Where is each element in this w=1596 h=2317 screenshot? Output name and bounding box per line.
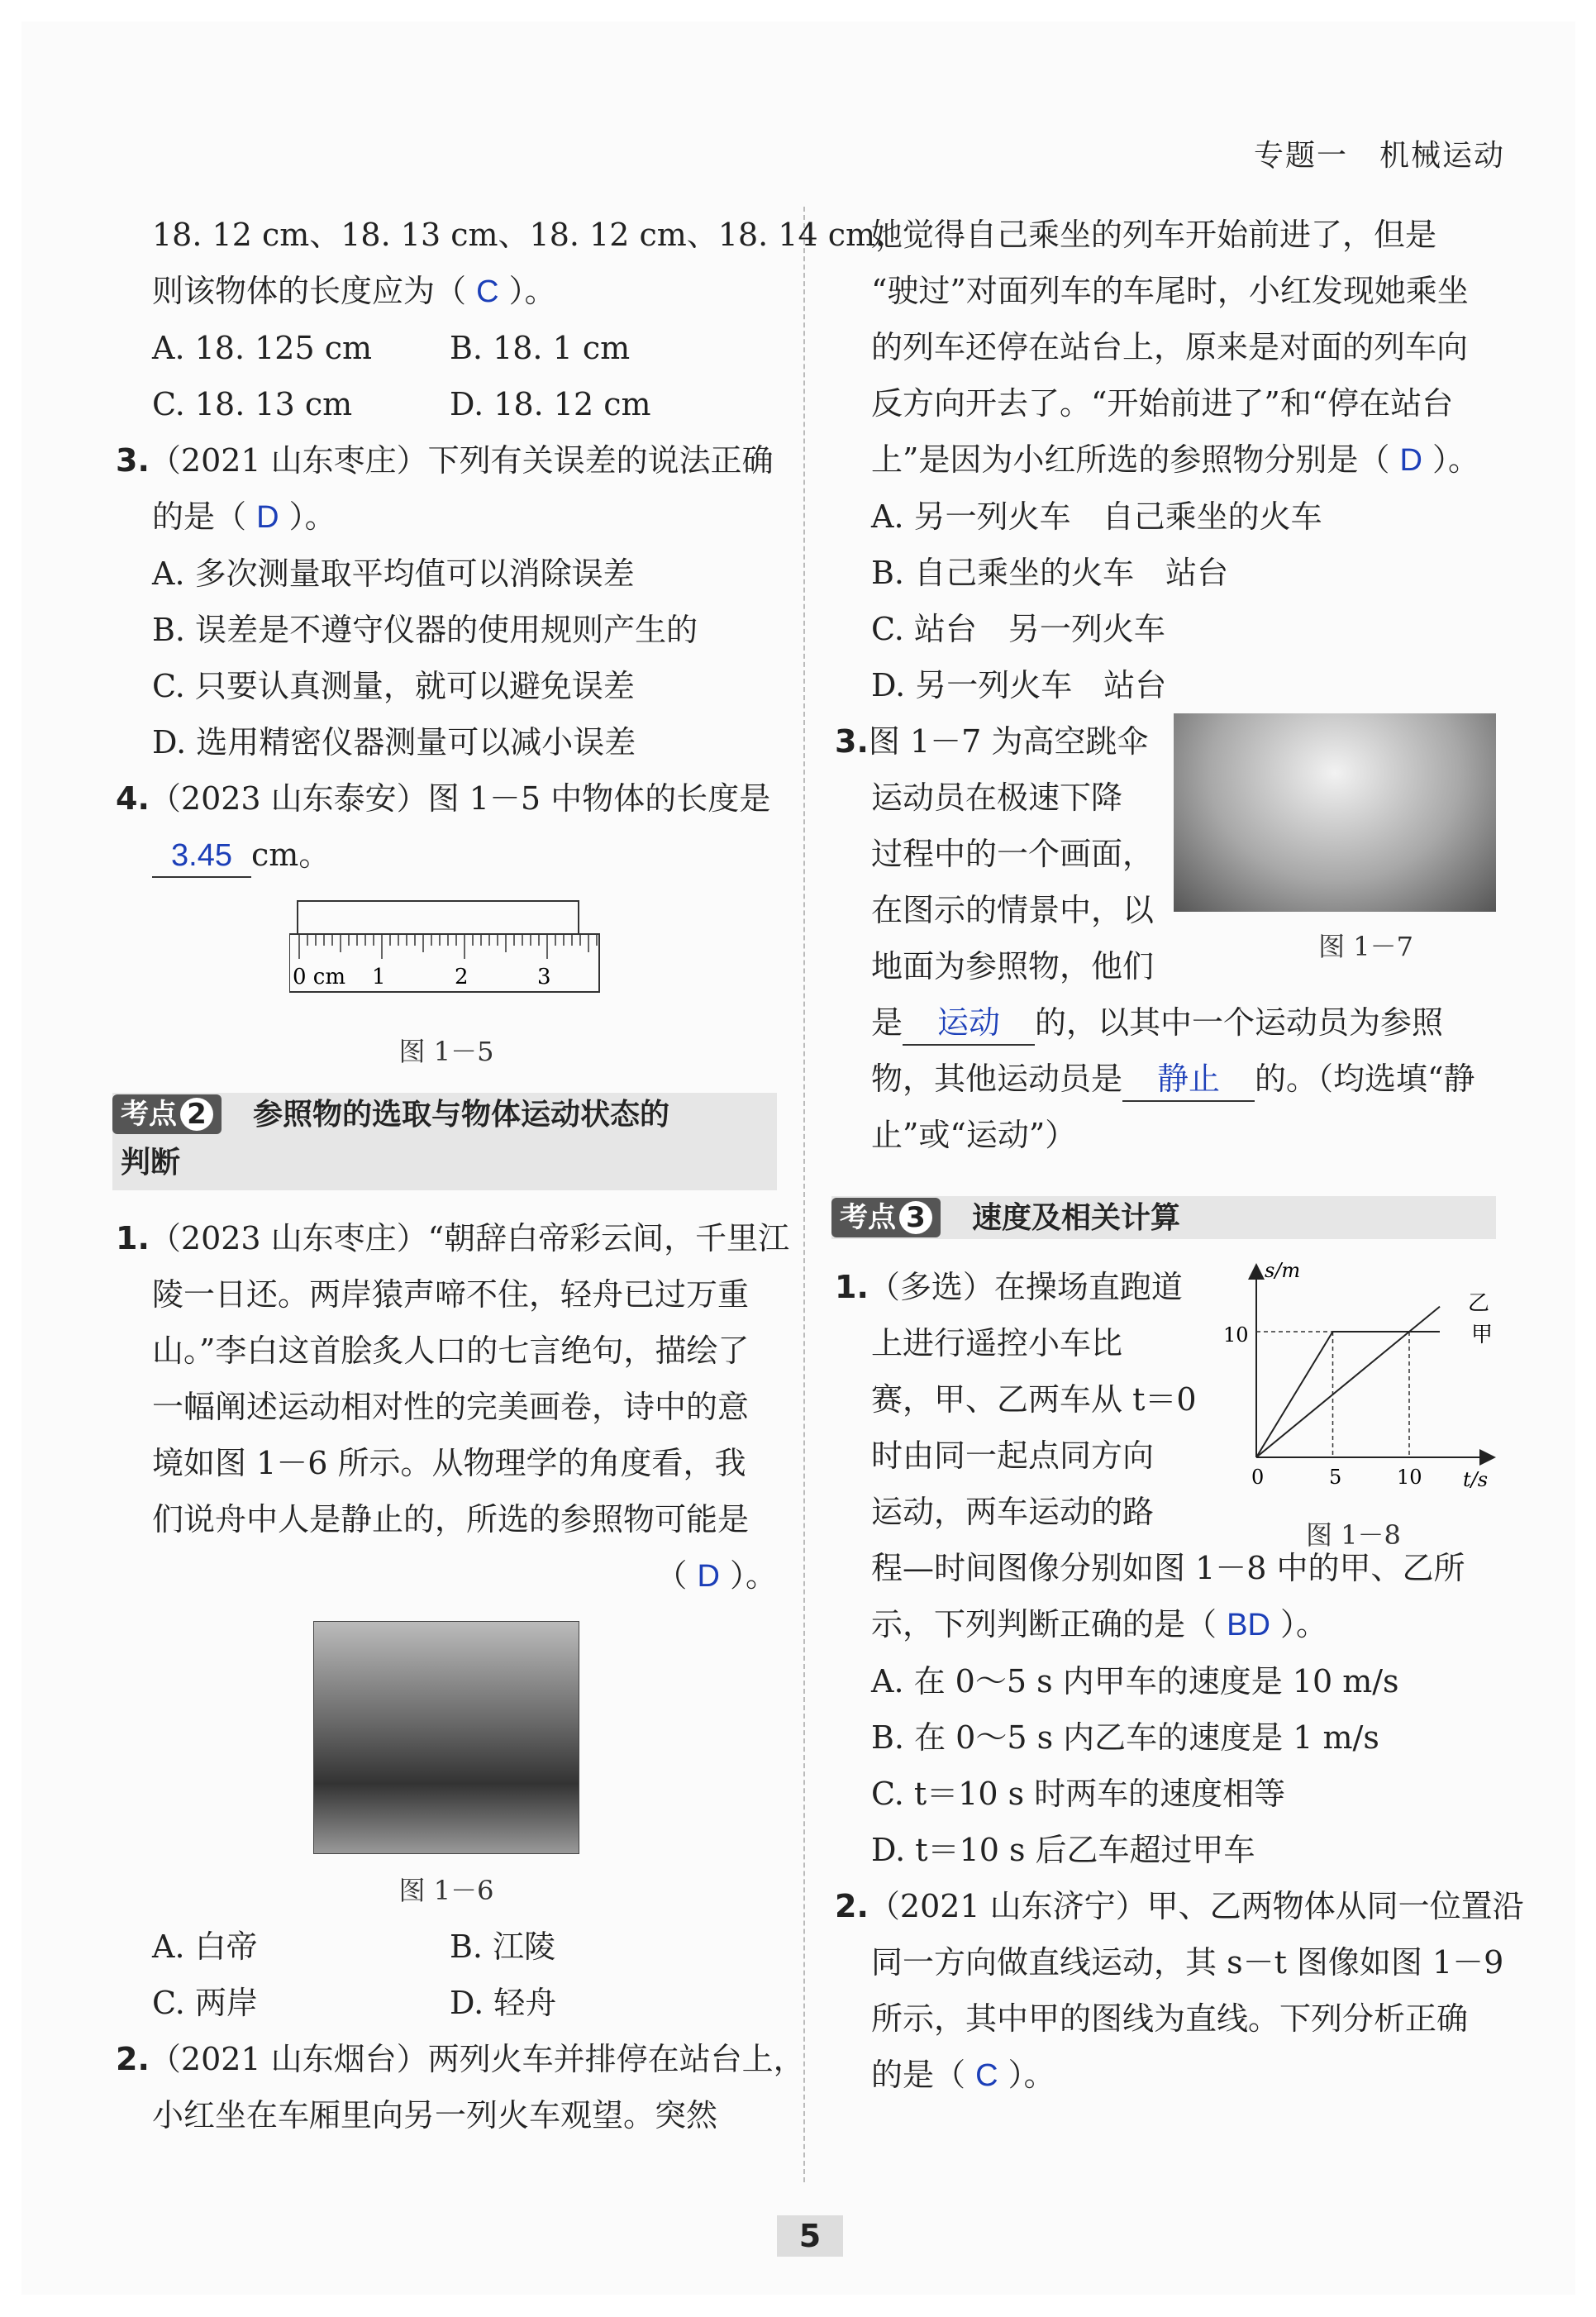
text-line: 所示，其中甲的图线为直线。下列分析正确 [871,2000,1469,2037]
answer: C [476,274,499,309]
x-tick-0: 0 [1251,1466,1265,1489]
section-header-2 [112,1093,777,1190]
ruler-label-1: 1 [372,965,386,989]
answer: C [975,2058,998,2093]
question-number: 3. [835,723,869,760]
ruler-ticks [299,934,597,959]
option-c: C. 18. 13 cm [152,386,353,422]
answer-blank: 3.45 [152,835,251,878]
option-b: B. 江陵 [450,1928,556,1965]
text-line: 地面为参照物，他们 [871,948,1155,984]
answer: D [1399,443,1422,478]
section-title: 速度及相关计算 [972,1201,1181,1235]
option-row [116,1919,777,1975]
page-header: 专题一 机械运动 [1253,139,1505,173]
figure-caption: 图 1－6 [398,1875,494,1906]
option-c: C. 站台 另一列火车 [871,611,1165,647]
answer: D [697,1559,720,1594]
section-title: 参照物的选取与物体运动状态的 [253,1098,670,1132]
text-line [835,2047,1496,2104]
option-a: A. 18. 125 cm [152,330,373,366]
text: 则该物体的长度应为（ [152,273,477,309]
text-line: 上进行遥控小车比 [871,1325,1123,1361]
text-line: 止”或“运动”） [871,1117,1077,1153]
text-line: 小红坐在车厢里向另一列火车观望。突然 [152,2097,718,2133]
question-number: 2. [835,1888,869,1924]
question-3 [116,432,777,489]
option-b: B. 自己乘坐的火车 站台 [871,555,1229,591]
text-line: 赛，甲、乙两车从 t＝0 [871,1381,1197,1418]
option-a: A. 多次测量取平均值可以消除误差 [152,555,635,592]
text: 图 1－7 为高空跳伞 [868,723,1149,760]
tag-number: 3 [899,1201,932,1234]
series-label-jia: 甲 [1471,1323,1494,1347]
ruler-svg [289,899,603,1023]
text: （2021 山东枣庄）下列有关误差的说法正确 [149,442,774,479]
mountain-river-image [313,1621,579,1854]
series-label-yi: 乙 [1468,1291,1490,1316]
tag-label: 考点 [840,1201,896,1234]
option-c: C. 只要认真测量，就可以避免误差 [152,668,635,704]
text-line: 们说舟中人是静止的，所选的参照物可能是 [152,1501,750,1538]
skydivers-image [1174,713,1496,912]
text: 的是（ [871,2057,976,2093]
text-line: 运动，两车运动的路 [871,1494,1155,1530]
text-line: 的列车还停在站台上，原来是对面的列车向 [871,329,1469,365]
text-line: 运动员在极速下降 [871,779,1123,816]
text: ）。 [1422,441,1480,478]
section-header-3 [831,1196,1496,1239]
text-line [835,1596,1496,1653]
text-line: 境如图 1－6 所示。从物理学的角度看，我 [152,1445,746,1481]
y-axis-label: s/m [1265,1259,1301,1282]
text-line [116,827,777,883]
text-line: 山。”李白这首脍炙人口的七言绝句，描绘了 [152,1333,750,1369]
text: （2021 山东济宁）甲、乙两物体从同一位置沿 [868,1888,1524,1924]
text-line: 时由同一起点同方向 [871,1437,1155,1474]
page-number: 5 [777,2215,843,2257]
text: 的，以其中一个运动员为参照 [1035,1004,1444,1041]
question-2 [835,1878,1524,1934]
text-line [116,489,777,546]
section-title-2: 判断 [121,1146,181,1180]
text: 上”是因为小红所选的参照物分别是（ [871,441,1400,478]
text: （2023 山东枣庄）“朝辞白帝彩云间，千里江 [149,1220,790,1256]
text-line [835,994,1496,1051]
y-tick-10: 10 [1223,1323,1249,1347]
option-d: D. 轻舟 [450,1985,557,2021]
option-d: D. 另一列火车 站台 [871,667,1167,703]
ruler-figure [289,899,603,1023]
text: （多选）在操场直跑道 [868,1269,1183,1305]
question-number: 1. [116,1220,150,1256]
tag-number: 2 [180,1098,213,1131]
series-line-jia [1256,1332,1440,1457]
text: cm。 [251,837,331,873]
option-row [116,376,777,432]
x-tick-10: 10 [1397,1466,1422,1489]
text: 的是（ [152,498,257,535]
question-1 [116,1210,790,1266]
option-b: B. 误差是不遵守仪器的使用规则产生的 [152,612,698,648]
option-c: C. t＝10 s 时两车的速度相等 [871,1776,1286,1812]
text: ）。 [1270,1606,1327,1642]
graph-marks [1256,1307,1440,1457]
option-row [116,1975,777,2031]
answer-line: （ D ）。 [655,1557,777,1594]
option-d: D. 选用精密仪器测量可以减小误差 [152,724,636,760]
section-tag [112,1094,222,1134]
text: （2023 山东泰安）图 1－5 中物体的长度是 [149,780,771,817]
answer-blank: 运动 [903,1003,1035,1046]
option-d: D. 18. 12 cm [450,386,651,422]
text: 是 [871,1004,903,1041]
question-number: 4. [116,780,150,817]
option-d: D. t＝10 s 后乙车超过甲车 [871,1832,1255,1868]
text-line: 陵一日还。两岸猿声啼不住，轻舟已过万重 [152,1276,750,1313]
x-axis-label: t/s [1463,1468,1489,1491]
text: （2021 山东烟台）两列火车并排停在站台上， [149,2041,805,2077]
object-block [298,901,579,934]
graph-svg [1223,1259,1496,1532]
figure-caption: 图 1－8 [1306,1519,1401,1551]
option-row [116,320,777,376]
text-line: 过程中的一个画面， [871,836,1155,872]
text-line: 同一方向做直线运动，其 s－t 图像如图 1－9 [871,1944,1504,1981]
option-b: B. 18. 1 cm [450,330,631,366]
option-b: B. 在 0～5 s 内乙车的速度是 1 m/s [871,1719,1379,1756]
option-c: C. 两岸 [152,1985,258,2021]
text-line: 程—时间图像分别如图 1－8 中的甲、乙所 [871,1550,1465,1586]
answer: BD [1227,1608,1270,1642]
question-3-block [835,713,1496,1163]
right-column [835,207,1524,2104]
text-line: 一幅阐述运动相对性的完美画卷，诗中的意 [152,1389,750,1425]
ruler-label-0: 0 cm [293,965,346,989]
text-line: “驶过”对面列车的车尾时，小红发现她乘坐 [871,273,1469,309]
question-4 [116,770,777,827]
option-a: A. 另一列火车 自己乘坐的火车 [871,498,1322,535]
text: 示，下列判断正确的是（ [871,1606,1227,1642]
figure-caption: 图 1－7 [1318,931,1413,962]
text: ）。 [498,273,556,309]
option-a: A. 白帝 [152,1928,258,1965]
question-number: 1. [835,1269,869,1305]
column-divider [803,207,805,2182]
answer-blank: 静止 [1122,1059,1255,1102]
text-line: 反方向开去了。“开始前进了”和“停在站台 [871,385,1454,422]
series-line-yi [1256,1307,1440,1457]
text-line [116,263,777,320]
ruler-label-2: 2 [455,965,469,989]
figure-caption: 图 1－5 [398,1036,494,1067]
speed-question-1-block [835,1259,1496,1878]
text-line: 在图示的情景中，以 [871,892,1155,928]
text: ）。 [279,498,336,535]
text-line [835,431,1496,489]
option-a: A. 在 0～5 s 内甲车的速度是 10 m/s [871,1663,1399,1700]
text: ）。 [998,2057,1055,2093]
text: 物，其他运动员是 [871,1061,1123,1097]
question-number: 2. [116,2041,150,2077]
question-number: 3. [116,442,150,479]
text-line [835,1051,1496,1107]
question-2 [116,2031,805,2087]
text-line: 她觉得自己乘坐的列车开始前进了，但是 [871,217,1437,253]
section-tag [831,1198,941,1237]
ruler-label-3: 3 [537,965,551,989]
x-tick-5: 5 [1329,1466,1342,1489]
answer: D [256,500,279,535]
text-line: 18. 12 cm、18. 13 cm、18. 12 cm、18. 14 cm， [152,217,908,253]
tag-label: 考点 [121,1098,177,1131]
text: 的。（均选填“静 [1255,1061,1475,1097]
st-graph [1223,1259,1496,1551]
left-column [116,207,908,2143]
